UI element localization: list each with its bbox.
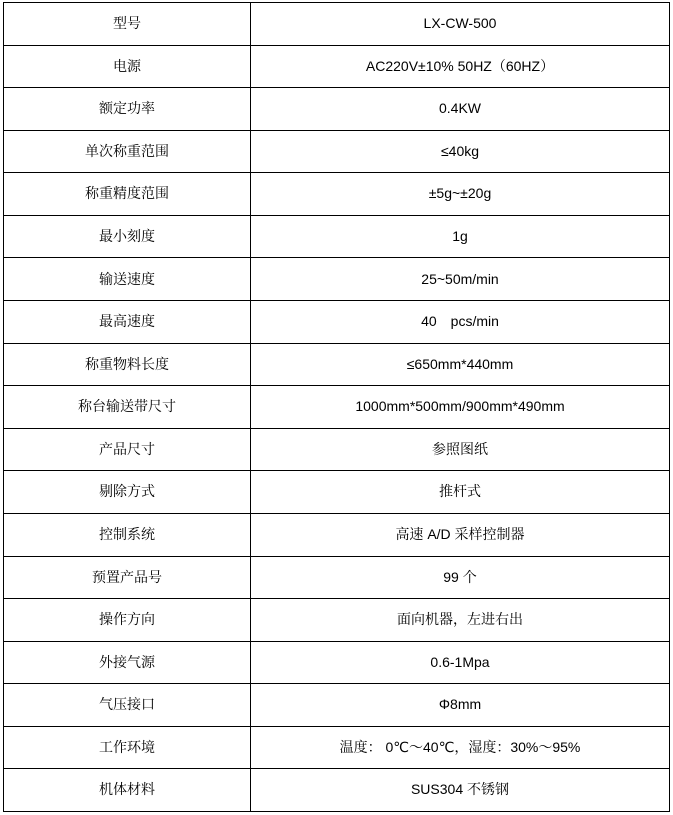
table-row — [4, 88, 670, 131]
spec-value: SUS304 不锈钢 — [251, 769, 670, 812]
table-row — [4, 386, 670, 429]
spec-value: 0.6-1Mpa — [251, 641, 670, 684]
spec-value: ±5g~±20g — [251, 173, 670, 216]
spec-value: 高速 A/D 采样控制器 — [251, 513, 670, 556]
spec-label: 最小刻度 — [4, 215, 251, 258]
spec-label: 剔除方式 — [4, 471, 251, 514]
spec-label: 产品尺寸 — [4, 428, 251, 471]
spec-value: 面向机器，左进右出 — [251, 599, 670, 642]
table-row — [4, 258, 670, 301]
spec-value: ≤40kg — [251, 130, 670, 173]
spec-label: 额定功率 — [4, 88, 251, 131]
table-row — [4, 769, 670, 812]
spec-label: 气压接口 — [4, 684, 251, 727]
spec-value: 25~50m/min — [251, 258, 670, 301]
spec-label: 单次称重范围 — [4, 130, 251, 173]
table-row — [4, 641, 670, 684]
table-row — [4, 130, 670, 173]
table-row — [4, 215, 670, 258]
spec-label: 输送速度 — [4, 258, 251, 301]
spec-value: 40 pcs/min — [251, 301, 670, 344]
table-row — [4, 428, 670, 471]
table-row — [4, 173, 670, 216]
spec-value: 参照图纸 — [251, 428, 670, 471]
table-row — [4, 3, 670, 46]
spec-label: 外接气源 — [4, 641, 251, 684]
table-row — [4, 513, 670, 556]
table-row — [4, 45, 670, 88]
spec-label: 预置产品号 — [4, 556, 251, 599]
table-row — [4, 343, 670, 386]
specification-table-body — [4, 3, 670, 812]
spec-label: 最高速度 — [4, 301, 251, 344]
spec-value: 1000mm*500mm/900mm*490mm — [251, 386, 670, 429]
spec-label: 称台输送带尺寸 — [4, 386, 251, 429]
spec-value: LX-CW-500 — [251, 3, 670, 46]
spec-label: 称重物料长度 — [4, 343, 251, 386]
spec-label: 机体材料 — [4, 769, 251, 812]
spec-value: Φ8mm — [251, 684, 670, 727]
spec-value: 1g — [251, 215, 670, 258]
spec-value: ≤650mm*440mm — [251, 343, 670, 386]
spec-label: 型号 — [4, 3, 251, 46]
spec-label: 操作方向 — [4, 599, 251, 642]
table-row — [4, 599, 670, 642]
spec-value: 0.4KW — [251, 88, 670, 131]
spec-label: 称重精度范围 — [4, 173, 251, 216]
spec-value: 温度： 0℃～40℃，湿度：30%～95% — [251, 726, 670, 769]
table-row — [4, 301, 670, 344]
table-row — [4, 471, 670, 514]
spec-value: 99 个 — [251, 556, 670, 599]
spec-value: AC220V±10% 50HZ（60HZ） — [251, 45, 670, 88]
table-row — [4, 726, 670, 769]
spec-value: 推杆式 — [251, 471, 670, 514]
spec-label: 工作环境 — [4, 726, 251, 769]
specification-table — [3, 2, 670, 812]
table-row — [4, 556, 670, 599]
spec-label: 电源 — [4, 45, 251, 88]
table-row — [4, 684, 670, 727]
spec-label: 控制系统 — [4, 513, 251, 556]
